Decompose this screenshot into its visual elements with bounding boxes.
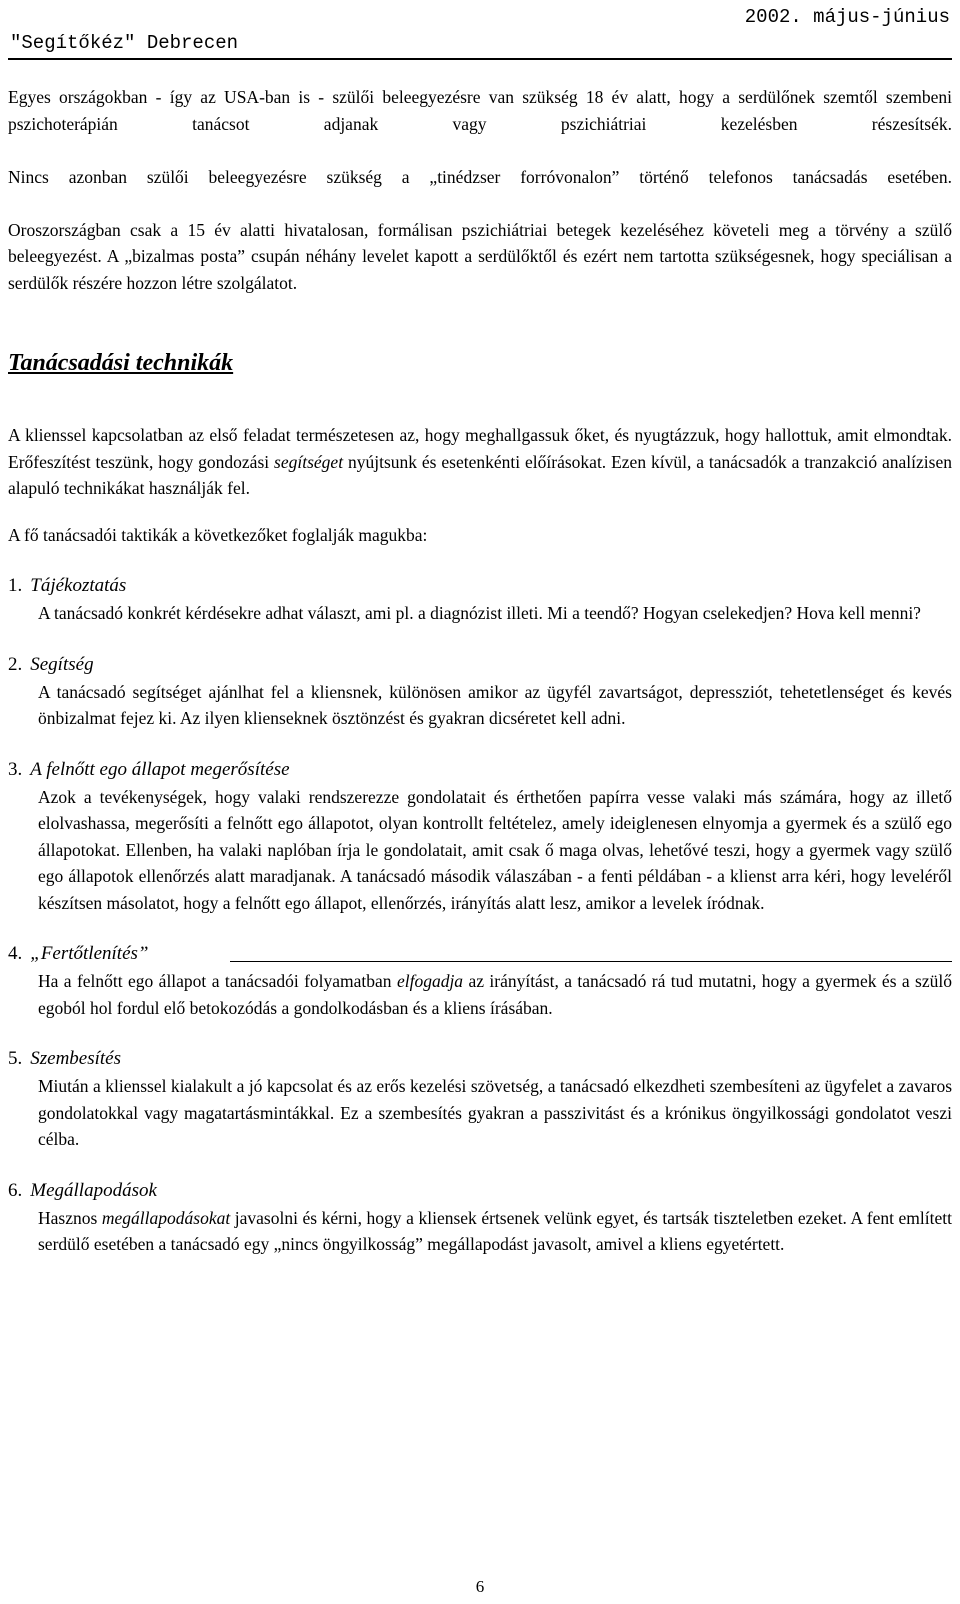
body-paragraph: A klienssel kapcsolatban az első feladat természetesen az, hogy meghallgassuk őket, és nyugtázzuk, hogy hallottuk, amit elmondtak. Erőfeszítést teszünk, hogy gondozási segítséget nyújtsunk és esetenkénti előírásokat. Ezen kívül, a tanácsadók a tranzakció analízisen alapuló technikákat használják fel. [8,425,952,498]
item-title: A felnőtt ego állapot megerősítése [30,758,290,780]
section-title: Tanácsadási technikák [8,350,234,376]
list-item [8,756,952,917]
list-item [8,572,952,627]
tactics-list [8,572,952,1258]
item-title: Tájékoztatás [30,575,127,596]
list-item [8,940,952,1021]
item-title: „Fertőtlenítés” [30,943,149,964]
item-text: A tanácsadó segítséget ajánlhat fel a kliensnek, különösen amikor az ügyfél zavartságot, depressziót, tehetetlenséget és kevés önbizalmat fejez ki. Az ilyen klienseknek ösztönzést és gyakran dicséretet kell adni. [38,681,952,728]
item-number: 6. [8,1179,23,1201]
list-item [8,651,952,732]
item-number: 2. [8,653,23,675]
item-text: Ha a felnőtt ego állapot a tanácsadói folyamatban elfogadja az irányítást, a tanácsadó rá tud mutatni, hogy a gyermek és a szülő egoból hol fordul elő betokozódás a gondolkodásban és a kliens írásában. [38,971,952,1018]
page-number: 6 [475,1577,485,1596]
list-item [8,1177,952,1258]
intro-paragraph: Oroszországban csak a 15 év alatti hivatalosan, formálisan pszichiátriai betegek kezeléséhez követeli meg a törvény a szülő beleegyezést. A „bizalmas posta” csupán néhány levelet kapott a serdülőktől és ezért nem tartotta szükségesnek, hogy speciálisan a serdülők részére hozzon létre szolgálatot. [8,219,952,293]
emphasis: segítséget [274,451,344,472]
item-number: 3. [8,758,23,780]
item-title: Szembesítés [30,1048,122,1069]
emphasis: megállapodásokat [101,1207,231,1228]
item-text: Azok a tevékenységek, hogy valaki rendszerezze gondolatait és érthetően papírra vesse valaki más számára, hogy az illető elolvashassa, megerősíti a felnőtt ego állapotot, olyan kontrollt feltételez, amely ideiglenesen elnyomja a gyermek és a szülő ego állapotokat. Ellenben, ha valaki naplóban írja le gondolatait, amit csak ő maga olvas, lehetővé teszi, hogy a gyermek vagy szülő ego állapotok ellenőrzés alatt maradjanak. A tanácsadó második válaszában - a fenti példában - a klienst arra kéri, hogy leveléről készítsen másolatot, hogy a felnőtt ego állapot, ellenőrzés, irányítás alatt lesz, amikor a levelek íródnak. [38,786,952,913]
emphasis: elfogadja [396,971,464,991]
document-body [8,78,952,1258]
list-item [8,1045,952,1153]
list-lead: A fő tanácsadói taktikák a következőket foglalják magukba: [8,524,428,545]
item-number: 4. [8,943,23,964]
item-title: Segítség [30,653,94,675]
page-header [8,0,952,60]
item-text: Hasznos megállapodásokat javasolni és kérni, hogy a kliensek értsenek velünk egyet, és tartsák tiszteletben ezeket. A fent említett serdülő esetében a tanácsadó egy „nincs öngyilkosság” megállapodást javasolt, amivel a kliens egyetértett. [38,1207,952,1254]
intro-block [8,84,952,296]
header-organization: "Segítőkéz" Debrecen [10,32,239,54]
item-number: 1. [8,575,23,596]
item-title: Megállapodások [30,1179,157,1201]
title-rule [230,961,952,962]
item-text: Miután a klienssel kialakult a jó kapcsolat és az erős kezelési szövetség, a tanácsadó elkezdheti szembesíteni az ügyfelet a zavaros gondolatokkal vagy magatartásmintákkal. Ez a szembesítés gyakran a passzivitást és a krónikus öngyilkossági gondolatot veszi célba. [38,1076,952,1149]
header-date: 2002. május-június [744,6,950,28]
intro-paragraph: Egyes országokban - így az USA-ban is - szülői beleegyezésre van szükség 18 év alatt, hogy a serdülőnek szemtől szembeni pszichoterápián tanácsot adjanak vagy pszichiátriai kezelésben részesítsék. [8,87,952,134]
intro-paragraph: Nincs azonban szülői beleegyezésre szükség a „tinédzser forróvonalon” történő telefonos tanácsadás esetében. [8,166,952,187]
item-number: 5. [8,1048,23,1069]
item-text: A tanácsadó konkrét kérdésekre adhat választ, ami pl. a diagnózist illeti. Mi a teendő? Hogyan cselekedjen? Hova kell menni? [38,603,921,623]
